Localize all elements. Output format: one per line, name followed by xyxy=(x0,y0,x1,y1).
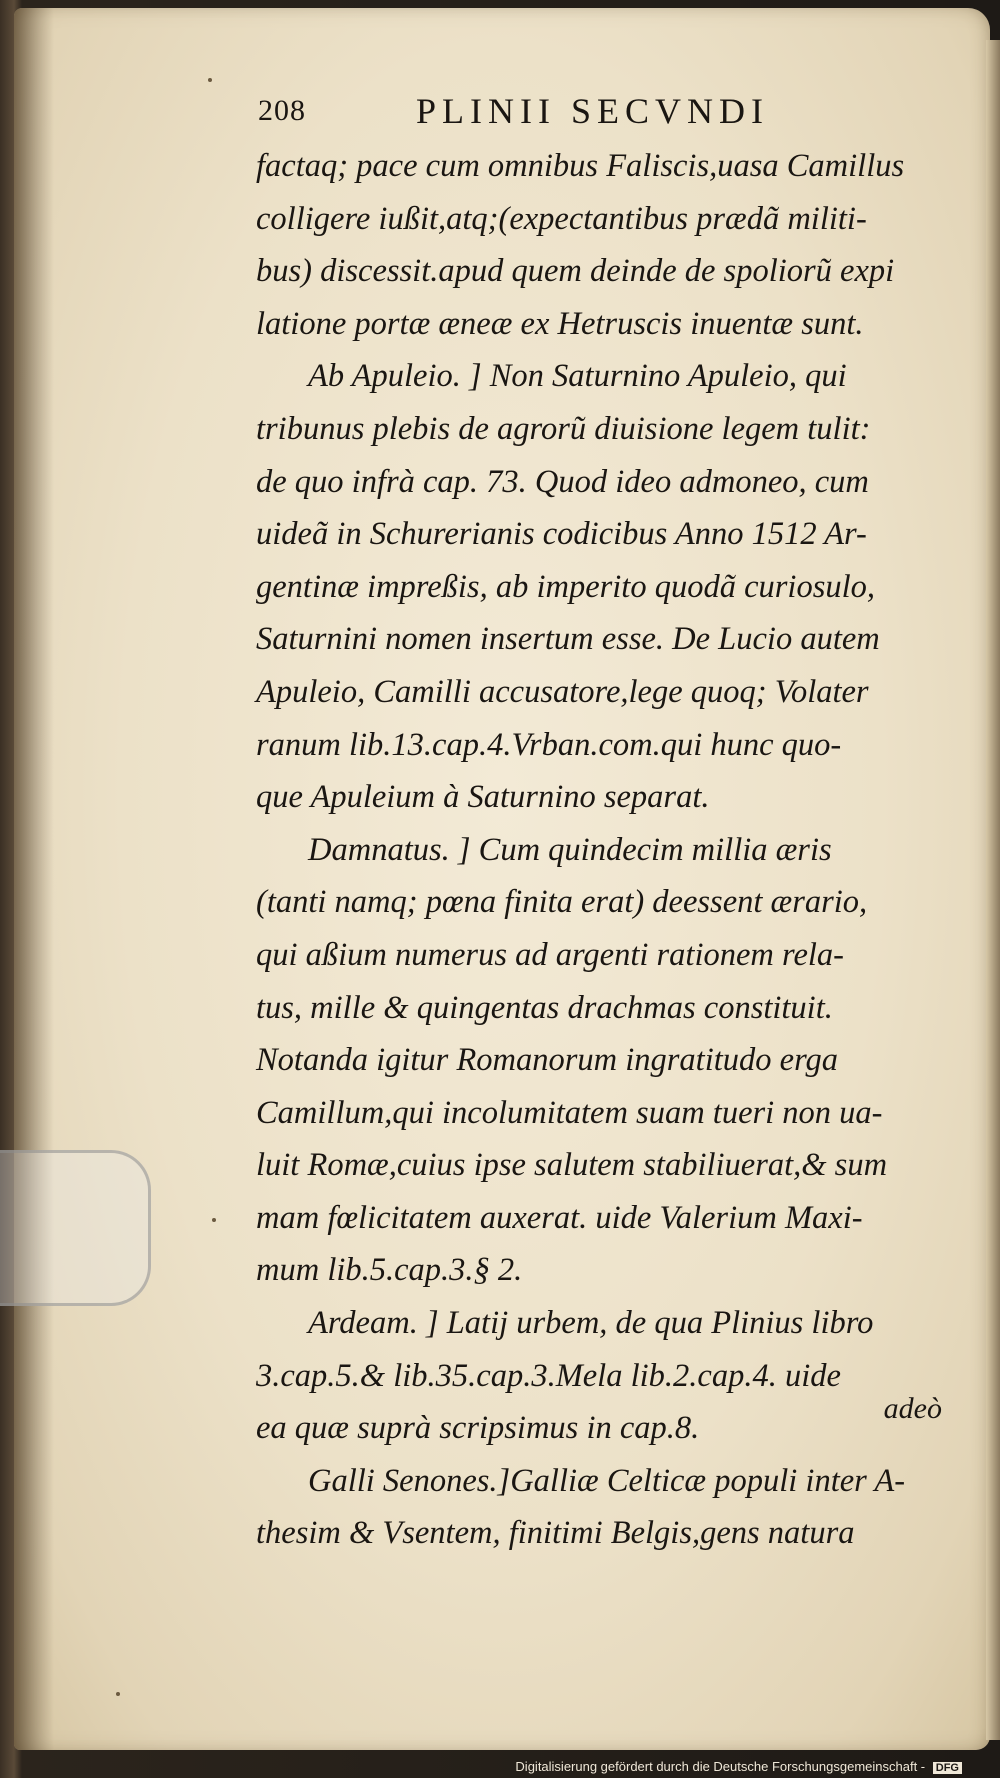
text-line: Saturnini nomen insertum esse. De Lucio autem xyxy=(256,621,880,658)
text-line: Notanda igitur Romanorum ingratitudo erga xyxy=(256,1042,839,1079)
page-header xyxy=(258,90,818,136)
text-line: tribunus plebis de agrorũ diuisione legem tulit: xyxy=(256,410,871,447)
text-line: gentinæ impreßis, ab imperito quodã curiosulo, xyxy=(256,568,875,605)
page-number: 208 xyxy=(258,94,306,127)
catchword: adeò xyxy=(883,1392,942,1425)
text-line: mam fœlicitatem auxerat. uide Valerium Maxi- xyxy=(256,1199,863,1236)
text-line: ranum lib.13.cap.4.Vrban.com.qui hunc quo- xyxy=(256,726,842,763)
text-line: ea quæ suprà scripsimus in cap.8. xyxy=(256,1410,700,1447)
page-edge xyxy=(986,40,1000,1740)
text-line: (tanti namq; pœna finita erat) deessent ærario, xyxy=(256,884,868,921)
text-line: bus) discessit.apud quem deinde de spoliorũ expi xyxy=(256,253,895,290)
paper-speck xyxy=(208,78,212,82)
text-line: uideã in Schurerianis codicibus Anno 1512 Ar- xyxy=(256,516,867,553)
credit-text: Digitalisierung gefördert durch die Deutsche Forschungsgemeinschaft - xyxy=(515,1759,926,1774)
text-line: colligere iußit,atq;(expectantibus prædã militi- xyxy=(256,200,867,237)
text-line: que Apuleium à Saturnino separat. xyxy=(256,779,710,816)
paper-speck xyxy=(116,1692,120,1696)
text-line: factaq; pace cum omnibus Faliscis,uasa Camillus xyxy=(256,148,905,184)
text-line: Ardeam. ] Latij urbem, de qua Plinius libro xyxy=(308,1305,874,1342)
text-line: tus, mille & quingentas drachmas constituit. xyxy=(256,989,833,1026)
paper-speck xyxy=(212,1218,216,1222)
text-line: Galli Senones.]Galliæ Celticæ populi inter A- xyxy=(308,1462,906,1499)
text-line: Apuleio, Camilli accusatore,lege quoq; Volater xyxy=(256,673,869,710)
body-text xyxy=(256,140,946,1560)
text-line: latione portæ æneæ ex Hetruscis inuentæ sunt. xyxy=(256,305,864,342)
text-line: mum lib.5.cap.3.§ 2. xyxy=(256,1252,523,1289)
text-line: 3.cap.5.& lib.35.cap.3.Mela lib.2.cap.4. uide xyxy=(256,1357,841,1394)
text-line: luit Romæ,cuius ipse salutem stabiliuerat,& sum xyxy=(256,1147,888,1184)
digitization-credit xyxy=(515,1759,962,1774)
text-line: Damnatus. ] Cum quindecim millia æris xyxy=(308,831,832,868)
running-title: PLINII SECVNDI xyxy=(416,91,769,131)
text-line: qui aßium numerus ad argenti rationem rela- xyxy=(256,936,844,973)
text-line: Camillum,qui incolumitatem suam tueri non ua- xyxy=(256,1094,883,1131)
gutter-shadow xyxy=(14,8,54,1750)
text-line: de quo infrà cap. 73. Quod ideo admoneo, cum xyxy=(256,463,869,500)
text-line: Ab Apuleio. ] Non Saturnino Apuleio, qui xyxy=(308,358,847,395)
text-line: thesim & Vsentem, finitimi Belgis,gens natura xyxy=(256,1515,855,1552)
dfg-logo: DFG xyxy=(933,1762,962,1774)
page-clip-mark xyxy=(0,1150,151,1306)
